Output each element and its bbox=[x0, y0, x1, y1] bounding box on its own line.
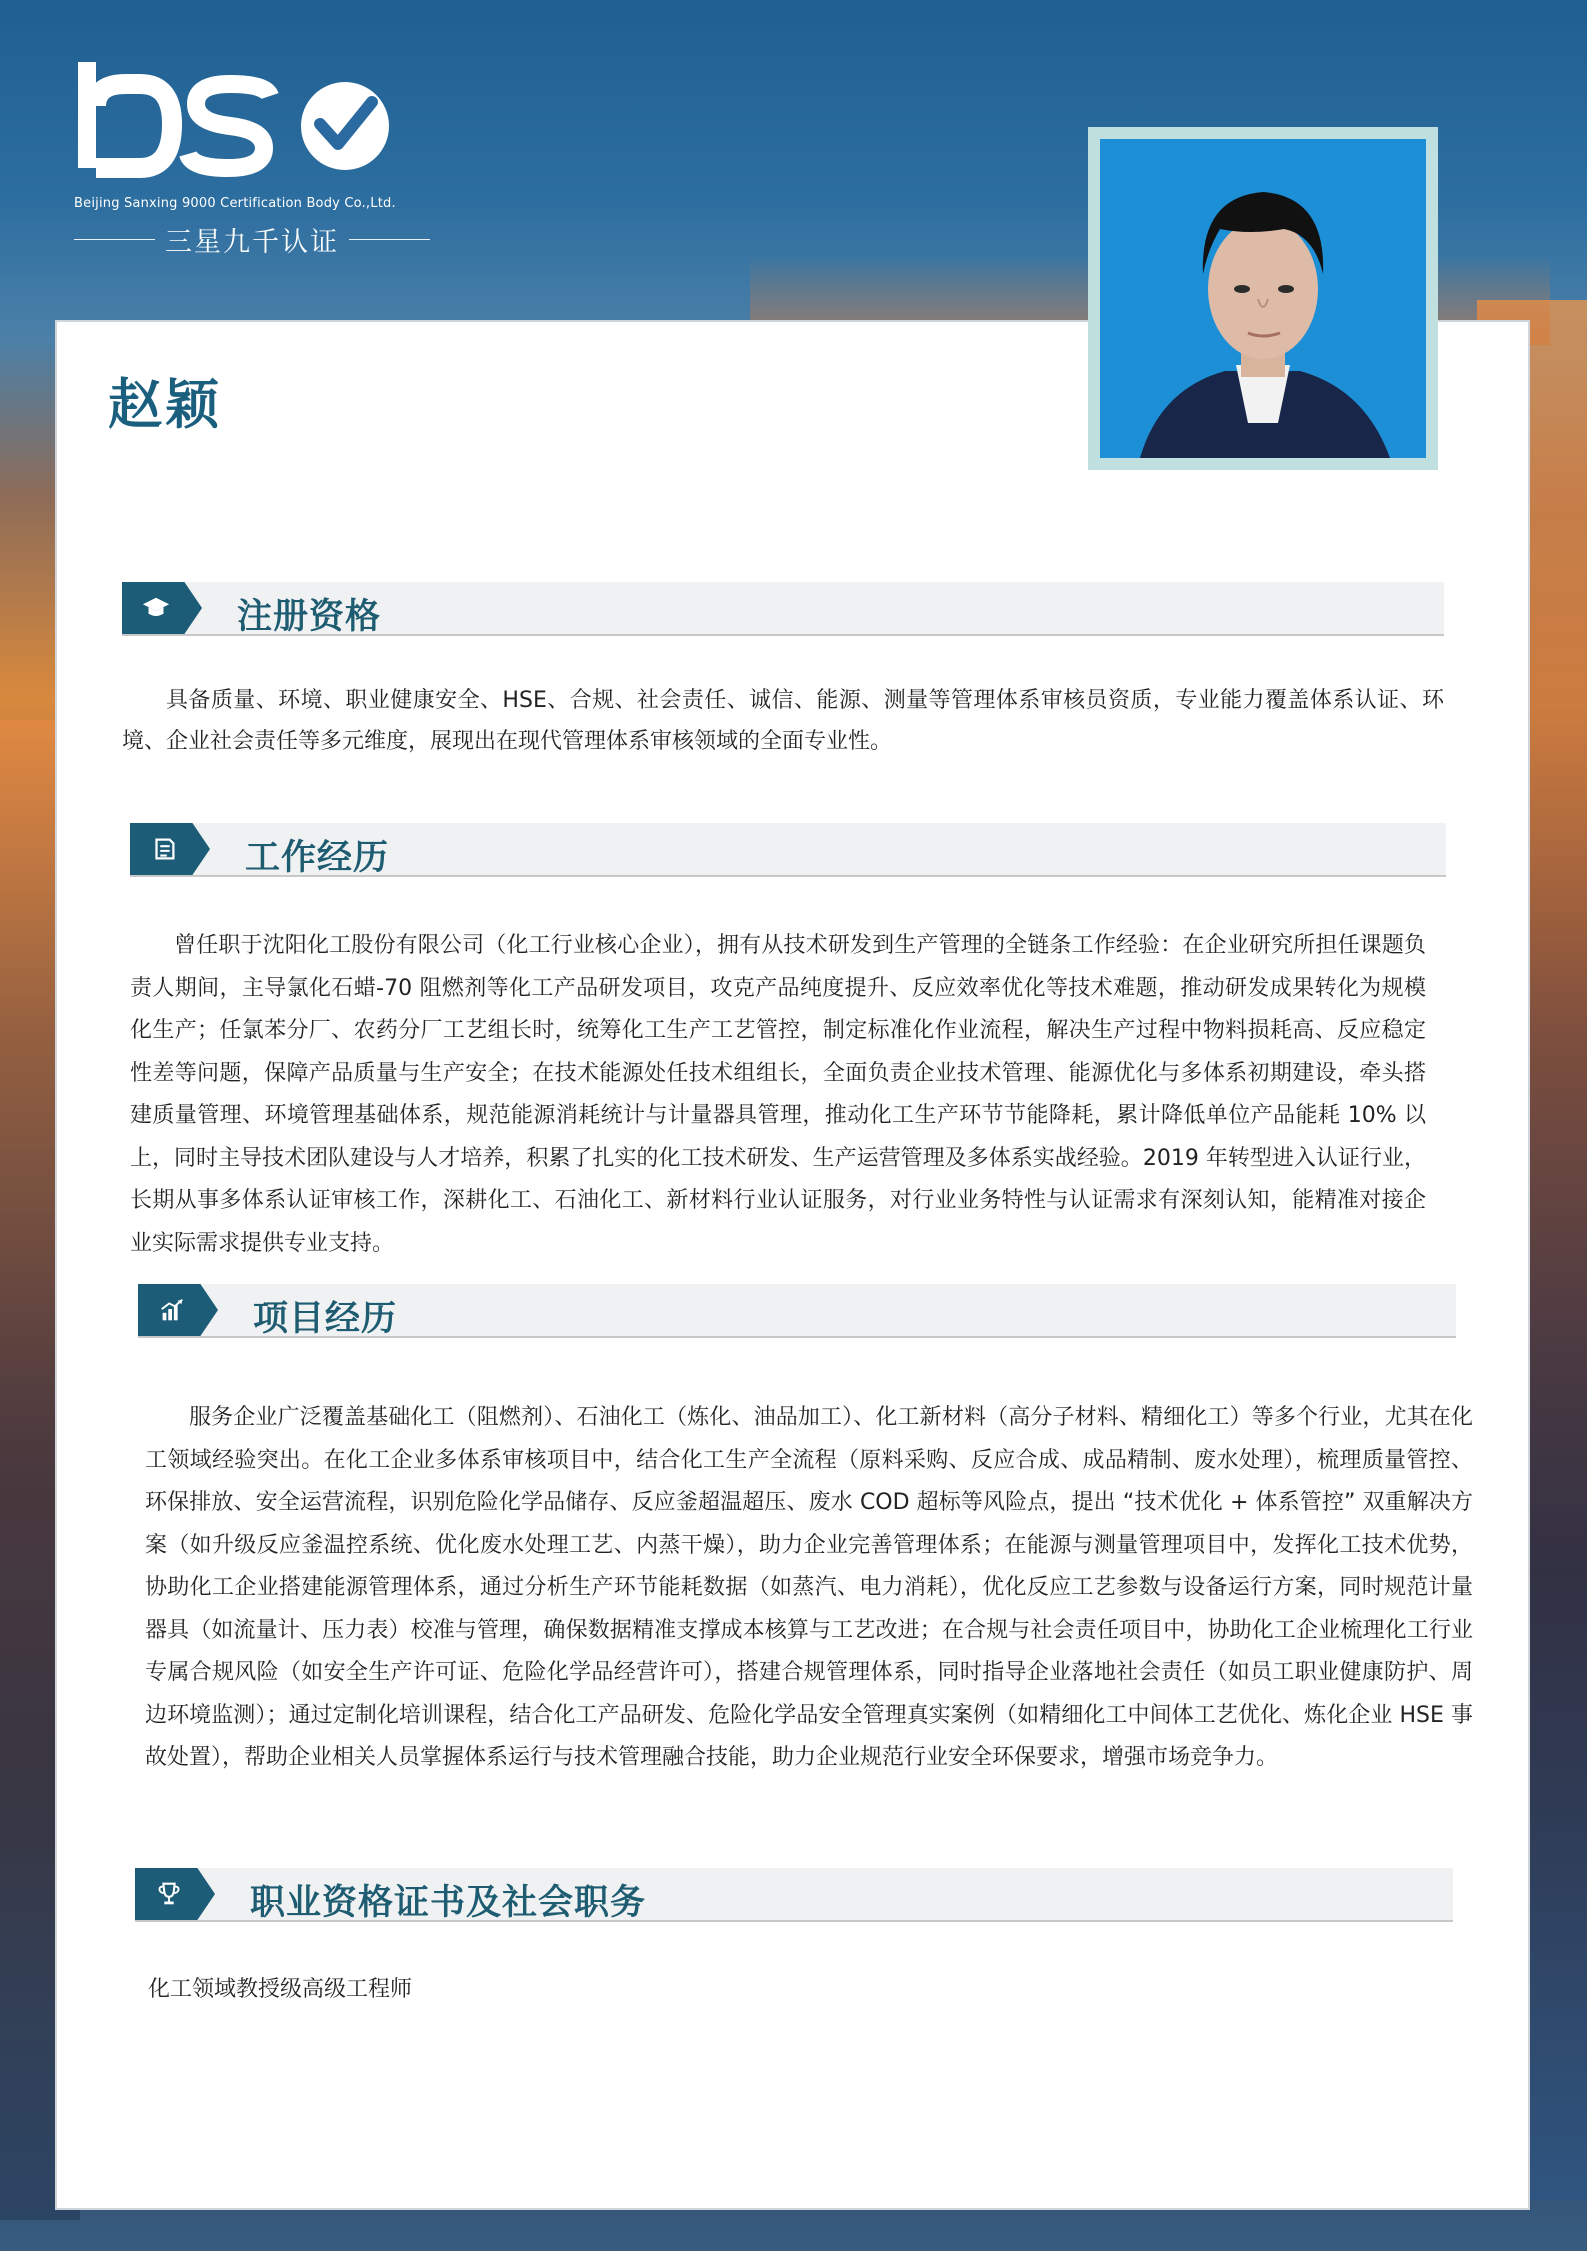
section-title-certificates: 职业资格证书及社会职务 bbox=[250, 1883, 647, 1923]
chart-icon bbox=[138, 1284, 218, 1336]
section-header-registration bbox=[122, 582, 1444, 636]
logo-divider-right bbox=[349, 239, 430, 240]
section-header-work-experience bbox=[130, 823, 1446, 877]
trophy-icon bbox=[135, 1868, 215, 1920]
section-text-work-experience: 曾任职于沈阳化工股份有限公司（化工行业核心企业），拥有从技术研发到生产管理的全链条工作经验：在企业研究所担任课题负责人期间，主导氯化石蜡-70 阻燃剂等化工产品研发项目，攻克产品纯度提升、反应效率优化等技术难题，推动研发成果转化为规模化生产；任氯苯分厂、农药分厂工艺组长时，统筹化工生产工艺管控，制定标准化作业流程，解决生产过程中物料损耗高、反应稳定性差等问题，保障产品质量与生产安全；在技术能源处任技术组组长，全面负责企业技术管理、能源优化与多体系初期建设，牵头搭建质量管理、环境管理基础体系，规范能源消耗统计与计量器具管理，推动化工生产环节节能降耗，累计降低单位产品能耗 10% 以上，同时主导技术团队建设与人才培养，积累了扎实的化工技术研发、生产运营管理及多体系实战经验。2019 年转型进入认证行业，长期从事多体系认证审核工作，深耕化工、石油化工、新材料行业认证服务，对行业业务特性与认证需求有深刻认知，能精准对接企业实际需求提供专业支持。 bbox=[130, 933, 1426, 1256]
section-header-certificates bbox=[135, 1868, 1453, 1922]
section-text-certificates: 化工领域教授级高级工程师 bbox=[148, 1977, 413, 2002]
logo-divider-left bbox=[74, 239, 155, 240]
profile-photo-frame bbox=[1088, 127, 1438, 470]
document-icon bbox=[130, 823, 210, 875]
section-text-projects: 服务企业广泛覆盖基础化工（阻燃剂）、石油化工（炼化、油品加工）、化工新材料（高分子材料、精细化工）等多个行业，尤其在化工领域经验突出。在化工企业多体系审核项目中，结合化工生产全流程（原料采购、反应合成、成品精制、废水处理），梳理质量管控、环保排放、安全运营流程，识别危险化学品储存、反应釜超温超压、废水 COD 超标等风险点，提出 “技术优化 + 体系管控” 双重解决方案（如升级反应釜温控系统、优化废水处理工艺、内蒸干燥），助力企业完善管理体系；在能源与测量管理项目中，发挥化工技术优势，协助化工企业搭建能源管理体系，通过分析生产环节能耗数据（如蒸汽、电力消耗），优化反应工艺参数与设备运行方案，同时规范计量器具（如流量计、压力表）校准与管理，确保数据精准支撑成本核算与工艺改进；在合规与社会责任项目中，协助化工企业梳理化工行业专属合规风险（如安全生产许可证、危险化学品经营许可），搭建合规管理体系，同时指导企业落地社会责任（如员工职业健康防护、周边环境监测）；通过定制化培训课程，结合化工产品研发、危险化学品安全管理真实案例（如精细化工中间体工艺优化、炼化企业 HSE 事故处置），帮助企业相关人员掌握体系运行与技术管理融合技能，助力企业规范行业安全环保要求，增强市场竞争力。 bbox=[145, 1405, 1473, 1770]
profile-photo bbox=[1100, 139, 1426, 458]
portrait-image bbox=[1100, 139, 1426, 458]
section-text-registration: 具备质量、环境、职业健康安全、HSE、合规、社会责任、诚信、能源、测量等管理体系审核员资质，专业能力覆盖体系认证、环境、企业社会责任等多元维度，展现出在现代管理体系审核领域的全面专业性。 bbox=[122, 688, 1444, 754]
logo-chinese-name: 三星九千认证 bbox=[165, 227, 339, 258]
section-header-projects bbox=[138, 1284, 1456, 1338]
section-title-registration: 注册资格 bbox=[237, 597, 382, 637]
person-name: 赵颖 bbox=[108, 373, 222, 436]
bsc-logo-mark bbox=[70, 58, 420, 178]
logo-chinese-row bbox=[74, 220, 430, 259]
graduation-cap-icon bbox=[122, 582, 202, 634]
logo-english-name: Beijing Sanxing 9000 Certification Body Co.,Ltd. bbox=[74, 196, 396, 211]
section-title-work-experience: 工作经历 bbox=[245, 838, 390, 878]
company-logo bbox=[70, 58, 430, 263]
section-title-projects: 项目经历 bbox=[253, 1299, 398, 1339]
